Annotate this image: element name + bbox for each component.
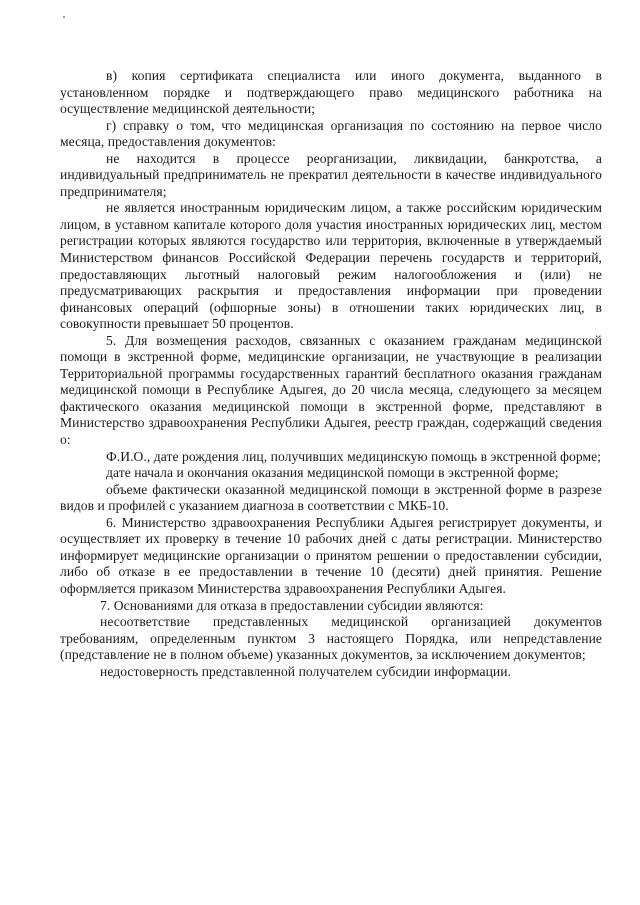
paragraph-organization-status: г) справку о том, что медицинская организация по состоянию на первое число месяца, предоставления документов: [60, 117, 602, 150]
document-body [60, 68, 602, 680]
paragraph-care-dates: дате начала и окончания оказания медицинской помощи в экстренной форме; [106, 465, 559, 481]
paragraph-certificate-copy: в) копия сертификата специалиста или иного документа, выданного в установленном порядке и подтверждающего право медицинского работника на осуществление медицинской деятельности; [60, 68, 602, 117]
paragraph-inaccuracy: недостоверность представленной получателем субсидии информации. [100, 663, 512, 679]
paragraph-item-7: 7. Основаниями для отказа в предоставлении субсидии являются: [100, 597, 484, 613]
paragraph-not-reorganized: не находится в процессе реорганизации, ликвидации, банкротства, а индивидуальный предприниматель не прекратил деятельности в качестве индивидуального предпринимателя; [60, 150, 602, 199]
paragraph-noncompliance: несоответствие представленных медицинской организацией документов требованиям, определенным пунктом 3 настоящего Порядка, или непредставление (представление не в полном объеме) указанных документов, за исключением документов; [60, 614, 602, 663]
paragraph-item-5: 5. Для возмещения расходов, связанных с оказанием гражданам медицинской помощи в экстренной форме, медицинские организации, не участвующие в реализации Территориальной программы государственных гарантий бесплатного оказания гражданам медицинской помощи в Республике Адыгея, до 20 числа месяца, следующего за месяцем фактического оказания медицинской помощи в экстренной форме, представляют в Министерство здравоохранения Республики Адыгея, реестр граждан, содержащий сведения о: [60, 332, 602, 448]
paragraph-full-name-birthdate: Ф.И.О., дате рождения лиц, получивших медицинскую помощь в экстренной форме; [106, 448, 602, 464]
paragraph-not-foreign-entity: не является иностранным юридическим лицом, а также российским юридическим лицом, в уставном капитале которого доля участия иностранных юридических лиц, местом регистрации которых являются государство или территория, включенные в утверждаемый Министерством финансов Российской Федерации перечень государств и территорий, предоставляющих льготный налоговый режим налогообложения и (или) не предусматривающих раскрытия и предоставления информации при проведении финансовых операций (офшорные зоны) в отношении таких юридических лиц, в совокупности превышает 50 процентов. [60, 200, 602, 332]
paragraph-care-volume: объеме фактически оказанной медицинской помощи в экстренной форме в разрезе видов и профилей с указанием диагноза в соответствии с МКБ-10. [60, 481, 602, 514]
paragraph-item-6: 6. Министерство здравоохранения Республики Адыгея регистрирует документы, и осуществляет их проверку в течение 10 рабочих дней с даты регистрации. Министерство информирует медицинские организации о принятом решении о предоставлении субсидии, либо об отказе в ее предоставлении в течение 10 (десяти) дней принятия. Решение оформляется приказом Министерства здравоохранения Республики Адыгея. [60, 514, 602, 596]
scan-speck [63, 16, 65, 18]
